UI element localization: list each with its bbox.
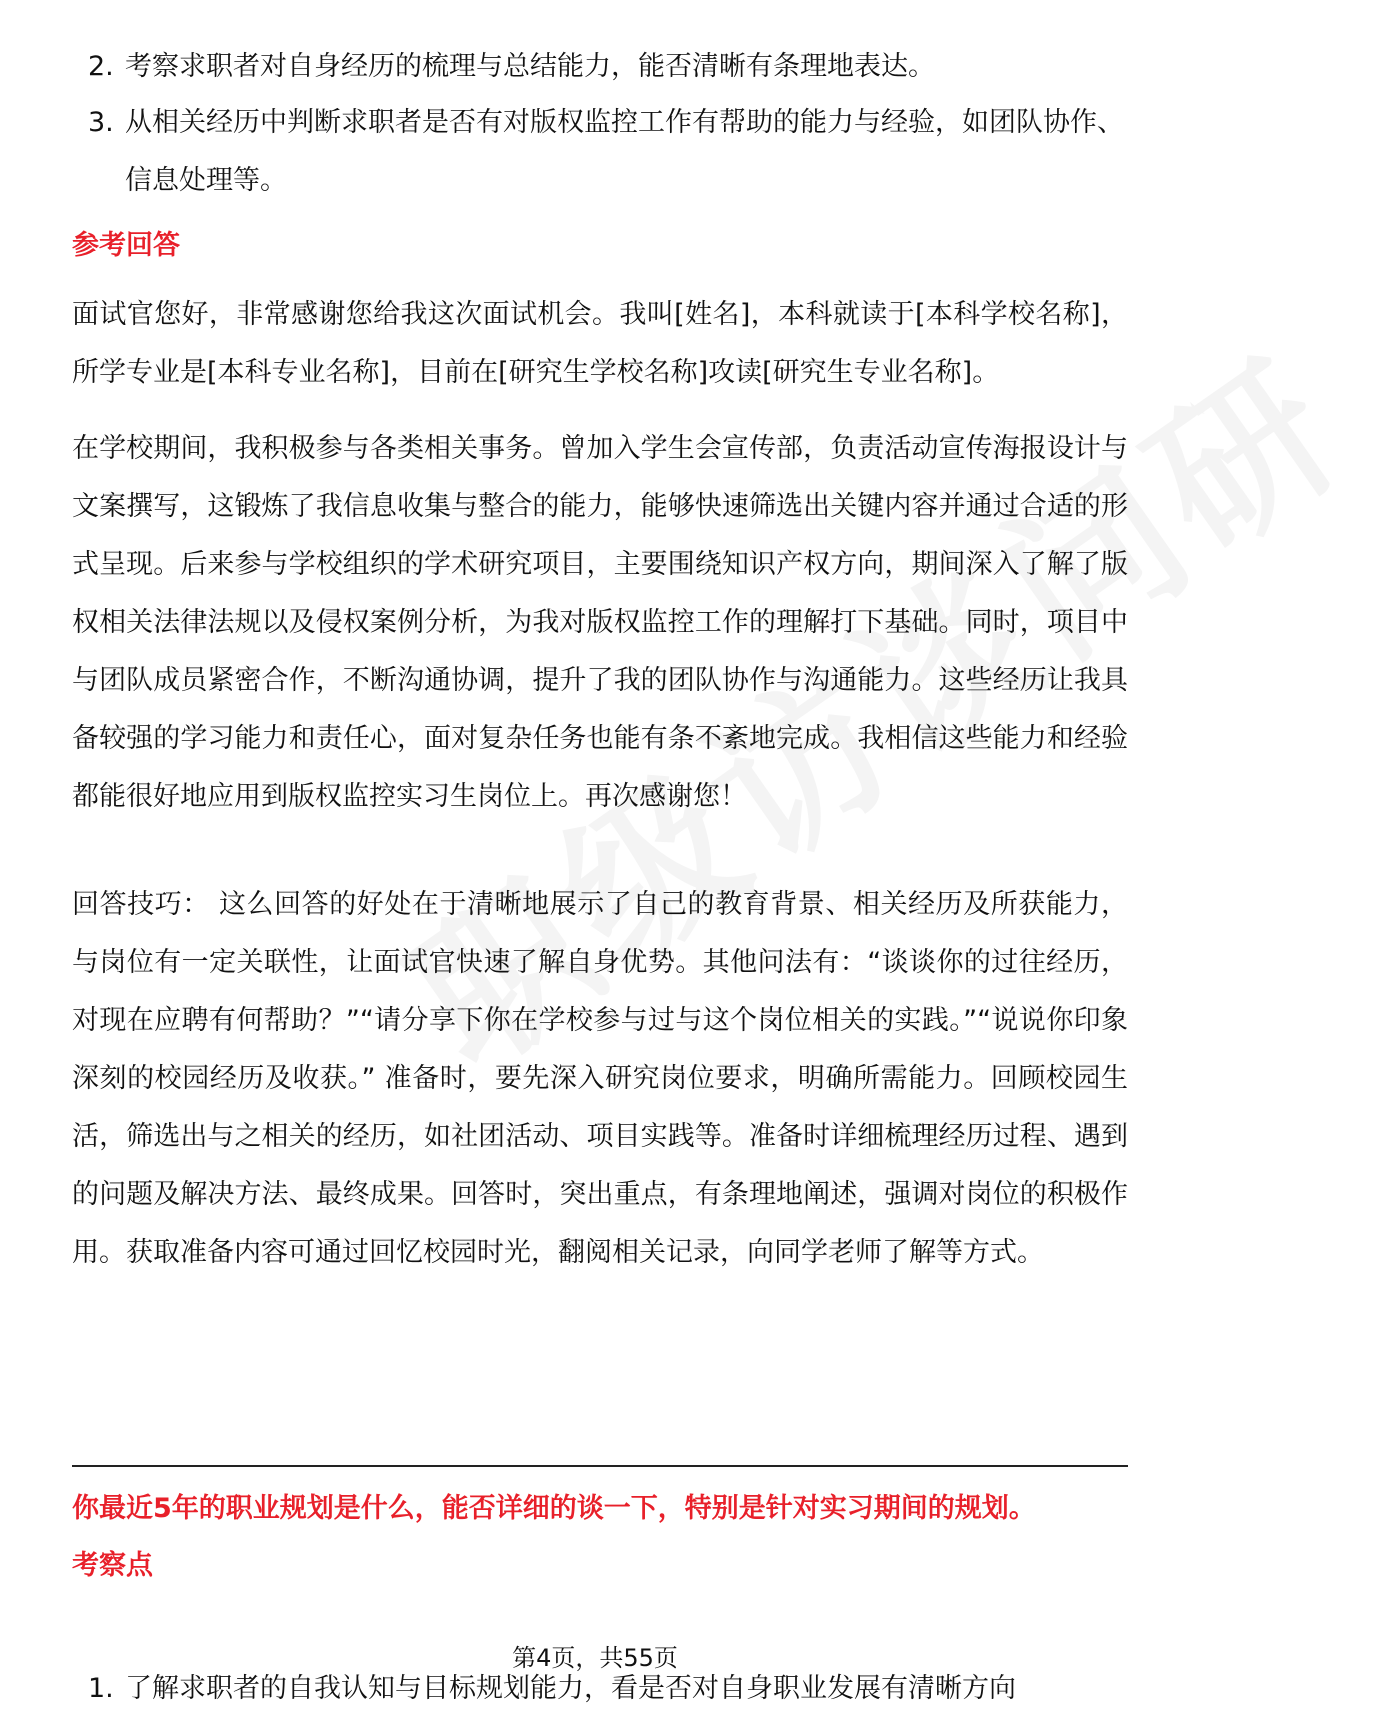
list-text: 从相关经历中判断求职者是否有对版权监控工作有帮助的能力与经验，如团队协作、信息处理等。 (125, 107, 1124, 196)
question-heading: 你最近5年的职业规划是什么，能否详细的谈一下，特别是针对实习期间的规划。 (72, 1493, 1036, 1524)
answer-tips: 回答技巧： 这么回答的好处在于清晰地展示了自己的教育背景、相关经历及所获能力，与岗位有一定关联性，让面试官快速了解自身优势。其他问法有：“谈谈你的过往经历，对现在应聘有何帮助？”“请分享下你在学校参与过与这个岗位相关的实践。”“说说你印象深刻的校园经历及收获。” 准备时，要先深入研究岗位要求，明确所需能力。回顾校园生活，筛选出与之相关的经历，如社团活动、项目实践等。准备时详细梳理经历过程、遇到的问题及解决方法、最终成果。回答时，突出重点，有条理地阐述，强调对岗位的积极作用。获取准备内容可通过回忆校园时光，翻阅相关记录，向同学老师了解等方式。 (72, 889, 1128, 1268)
list-number: 2. (88, 51, 114, 82)
list-text: 考察求职者对自身经历的梳理与总结能力，能否清晰有条理地表达。 (125, 51, 935, 82)
exam-points-heading: 考察点 (72, 1550, 153, 1581)
list-number: 1. (88, 1673, 114, 1704)
section-divider (72, 1465, 1128, 1467)
list-text: 了解求职者的自我认知与目标规划能力，看是否对自身职业发展有清晰方向 (125, 1673, 1016, 1704)
list-number: 3. (88, 107, 114, 138)
page-number: 第4页，共55页 (508, 1644, 682, 1672)
list-item (88, 94, 1128, 210)
list-item (88, 38, 1128, 96)
page-footer (0, 1640, 1190, 1676)
answer-paragraph-2: 在学校期间，我积极参与各类相关事务。曾加入学生会宣传部，负责活动宣传海报设计与文案撰写，这锻炼了我信息收集与整合的能力，能够快速筛选出关键内容并通过合适的形式呈现。后来参与学校组织的学术研究项目，主要围绕知识产权方向，期间深入了解了版权相关法律法规以及侵权案例分析，为我对版权监控工作的理解打下基础。同时，项目中与团队成员紧密合作，不断沟通协调，提升了我的团队协作与沟通能力。这些经历让我具备较强的学习能力和责任心，面对复杂任务也能有条不紊地完成。我相信这些能力和经验都能很好地应用到版权监控实习生岗位上。再次感谢您！ (72, 433, 1128, 812)
answer-paragraph-1: 面试官您好，非常感谢您给我这次面试机会。我叫[姓名]，本科就读于[本科学校名称]，所学专业是[本科专业名称]，目前在[研究生学校名称]攻读[研究生专业名称]。 (72, 299, 1128, 388)
reference-answer-heading: 参考回答 (72, 230, 180, 261)
